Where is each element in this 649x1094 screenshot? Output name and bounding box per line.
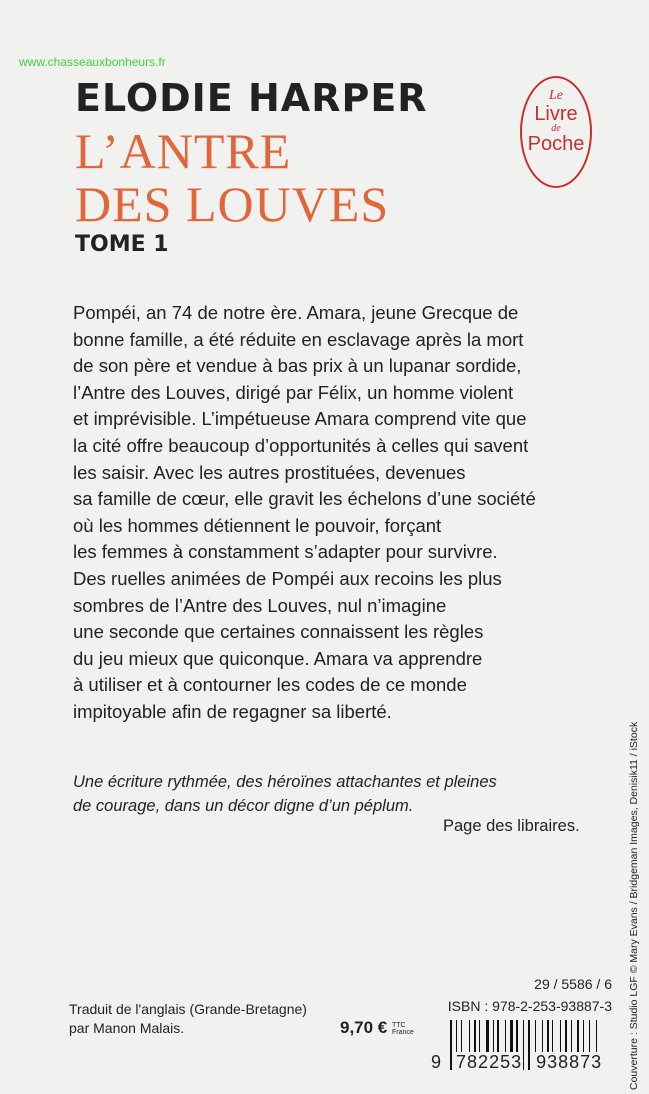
price-note bbox=[392, 1022, 414, 1036]
logo-text: Livre bbox=[534, 103, 578, 125]
isbn: ISBN : 978-2-253-93887-3 bbox=[447, 998, 612, 1014]
quote-line: Une écriture rythmée, des héroïnes attachantes et pleines bbox=[73, 773, 497, 791]
blurb-line: Des ruelles animées de Pompéi aux recoins les plus bbox=[73, 567, 502, 589]
author-name: ELODIE HARPER bbox=[75, 76, 428, 120]
cover-credit: Couverture : Studio LGF © Mary Evans / Bridgeman Images, Denisik11 / iStock bbox=[628, 721, 640, 1090]
logo-text: Poche bbox=[527, 133, 585, 155]
blurb-line: à utiliser et à contourner les codes de ce monde bbox=[73, 674, 467, 696]
blurb-line: une seconde que certaines connaissent les règles bbox=[73, 621, 484, 643]
blurb-line: les saisir. Avec les autres prostituées, devenues bbox=[73, 461, 466, 483]
quote-line: de courage, dans un décor digne d’un péplum. bbox=[73, 797, 414, 815]
price-ttc: TTC bbox=[392, 1021, 406, 1029]
price bbox=[340, 1018, 414, 1038]
blurb-line: la cité offre beaucoup d’opportunités à celles qui savent bbox=[73, 434, 529, 456]
product-codes bbox=[448, 973, 612, 1017]
barcode-digits-group: 938873 bbox=[536, 1052, 603, 1072]
translation-line: par Manon Malais. bbox=[69, 1020, 185, 1036]
logo-text: Le bbox=[549, 88, 563, 103]
blurb-line: où les hommes détiennent le pouvoir, forçant bbox=[73, 514, 442, 536]
blurb-line: sombres de l’Antre des Louves, nul n’imagine bbox=[73, 594, 447, 616]
translation-line: Traduit de l'anglais (Grande-Bretagne) bbox=[69, 1001, 307, 1017]
logo-text: de bbox=[551, 123, 561, 134]
barcode-number bbox=[430, 1052, 603, 1073]
translation-credit bbox=[69, 1000, 307, 1038]
blurb-line: l’Antre des Louves, dirigé par Félix, un homme violent bbox=[73, 381, 514, 403]
blurb-line: les femmes à constamment s’adapter pour survivre. bbox=[73, 541, 498, 563]
watermark: www.chasseauxbonheurs.fr bbox=[19, 55, 166, 69]
blurb-line: et imprévisible. L’impétueuse Amara comprend vite que bbox=[73, 408, 527, 430]
price-value: 9,70 € bbox=[340, 1018, 388, 1037]
blurb-line: bonne famille, a été réduite en esclavage après la mort bbox=[73, 328, 524, 350]
publisher-logo bbox=[520, 76, 592, 188]
book-title-line-1: L’ANTRE bbox=[75, 123, 292, 179]
barcode-digit: 9 bbox=[431, 1052, 443, 1072]
volume-label: TOME 1 bbox=[75, 232, 169, 257]
press-quote bbox=[73, 770, 497, 818]
blurb-line: Pompéi, an 74 de notre ère. Amara, jeune Grecque de bbox=[73, 302, 519, 323]
reference-code: 29 / 5586 / 6 bbox=[534, 976, 612, 992]
quote-source: Page des libraires. bbox=[443, 817, 580, 835]
barcode-digits-group: 782253 bbox=[456, 1052, 523, 1072]
blurb-line: de son père et vendue à bas prix à un lupanar sordide, bbox=[73, 355, 522, 377]
blurb-line: sa famille de cœur, elle gravit les échelons d’une société bbox=[73, 488, 536, 510]
book-title-line-2: DES LOUVES bbox=[75, 176, 390, 232]
blurb-line: impitoyable afin de regagner sa liberté. bbox=[73, 700, 392, 722]
blurb bbox=[73, 300, 536, 726]
price-country: France bbox=[392, 1028, 414, 1036]
blurb-line: du jeu mieux que quiconque. Amara va apprendre bbox=[73, 647, 483, 669]
